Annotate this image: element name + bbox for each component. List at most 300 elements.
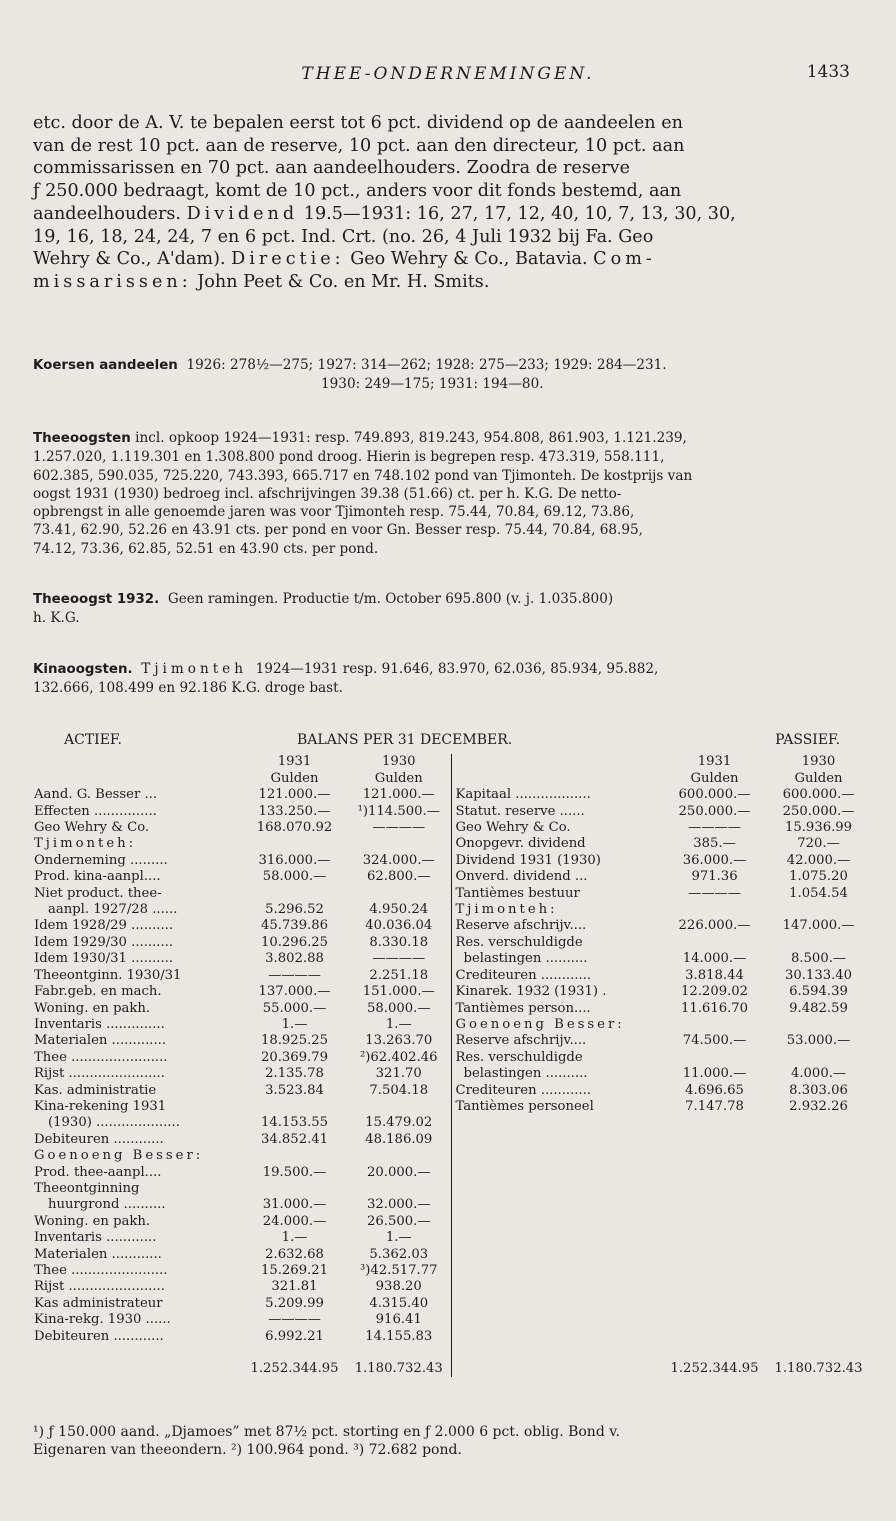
asset-label: Fabr.geb. en mach. [34,984,162,1000]
text-line: van de rest 10 pct. aan de reserve, 10 pct. aan den directeur, 10 pct. aan [33,135,685,156]
text-line: 132.666, 108.499 en 92.186 K.G. droge bast. [33,680,343,697]
table-row [34,1083,870,1099]
amount-cell: 18.925.25 [260,1033,329,1049]
asset-label: Inventaris .............. [34,1016,165,1032]
amount-cell: 2.632.68 [265,1246,324,1262]
spaced-term: Com- [593,249,656,270]
total-cell: 1.252.344.95 [670,1361,759,1377]
table-row [34,902,870,918]
amount-cell: 7.147.78 [685,1098,744,1114]
spaced-term: Tjimonteh [141,661,247,677]
balance-caption-row [34,732,870,754]
koersen-section [33,356,869,394]
asset-label: Debiteuren ............ [34,1131,164,1147]
text-line [33,660,869,679]
oogst-1932-section [33,590,869,628]
amount-cell: 15.936.99 [784,820,853,836]
amount-cell [662,1115,767,1131]
amount-cell [662,1181,767,1197]
amount-cell: ———— [372,820,426,836]
text-fragment: aandeelhouders. [33,203,181,224]
table-row [34,1312,870,1328]
amount-cell: 600.000.— [782,787,855,803]
text-fragment: 1926: 278½—275; 1927: 314—262; 1928: 275—233; 1929: 284—231. [186,357,667,373]
amount-cell: ———— [688,820,741,836]
text-fragment: John Peet & Co. en Mr. H. Smits. [197,271,490,292]
caption-actief: ACTIEF. [64,732,122,748]
amount-cell: 5.362.03 [369,1246,429,1262]
amount-cell [242,1181,347,1197]
table-row [34,1165,870,1181]
asset-label: Kina-rekening 1931 [34,1098,167,1114]
amount-cell: 316.000.— [258,852,331,868]
text-line [33,271,867,294]
text-line: ƒ 250.000 bedraagt, komt de 10 pct., anders voor dit fonds bestemd, aan [33,181,682,202]
table-row [34,1099,870,1115]
text-line: etc. door de A. V. te bepalen eerst tot 6 pct. dividend op de aandeelen en [33,113,683,133]
asset-label: Goenoeng Besser: [34,1148,204,1164]
text-line: commissarissen en 70 pct. aan aandeelhouders. Zoodra de reserve [33,158,631,179]
amount-cell: 4.696.65 [685,1082,744,1098]
liability-label: Kinarek. 1932 (1931) . [451,984,662,1000]
asset-label: Theeontginn. 1930/31 [34,967,182,983]
amount-cell: ———— [688,885,741,901]
amount-cell [662,1263,767,1279]
amount-cell [662,1165,767,1181]
amount-cell [347,1148,451,1164]
liability-label [451,1230,662,1246]
unit-header-row [34,771,870,787]
amount-cell: 40.036.04 [365,918,433,934]
amount-cell [662,1247,767,1263]
text-line: 19, 16, 18, 24, 24, 7 en 6 pct. Ind. Crt. (no. 26, 4 Juli 1932 bij Fa. Geo [33,226,654,247]
amount-cell: 34.852.41 [260,1131,329,1147]
page-header [0,58,896,88]
liability-label [451,1247,662,1263]
asset-label: huurgrond .......... [48,1197,166,1213]
amount-cell: 1.075.20 [789,869,848,885]
amount-cell: 15.269.21 [260,1263,329,1278]
year-header: 1931 [697,754,732,770]
footnotes [33,1423,873,1459]
asset-label: Geo Wehry & Co. [34,820,150,836]
section-label: Theeoogst 1932. [33,592,160,607]
liability-label: Onopgevr. dividend [451,836,662,852]
amount-cell [767,902,870,918]
liability-label [451,1214,662,1230]
text-fragment: Geen ramingen. Productie t/m. October 695.800 (v. j. 1.035.800) [167,591,614,607]
year-header: 1930 [801,754,836,770]
table-row [34,918,870,934]
liability-label: Tantièmes bestuur [451,886,662,902]
section-label: Theeoogsten [33,431,131,446]
text-line: 73.41, 62.90, 52.26 en 43.91 cts. per pond en voor Gn. Besser resp. 75.44, 70.84, 68.95, [33,522,643,539]
liability-label [451,1165,662,1181]
liability-label: Res. verschuldigde [451,935,662,951]
liability-label [451,1279,662,1295]
amount-cell: 321.81 [271,1279,318,1295]
text-fragment: 19.5—1931: 16, 27, 17, 12, 40, 10, 7, 13, 30, 30, [303,203,736,224]
amount-cell [767,1230,870,1246]
amount-cell: 4.950.24 [369,902,429,918]
amount-cell: 971.36 [691,869,738,885]
amount-cell: 20.369.79 [260,1049,329,1065]
amount-cell: 8.303.06 [789,1082,848,1098]
amount-cell [767,1263,870,1279]
table-row [34,1181,870,1197]
table-row [34,1132,870,1148]
amount-cell: 5.296.52 [265,902,324,918]
caption-balans: BALANS PER 31 DECEMBER. [297,732,513,748]
amount-cell [767,1247,870,1263]
amount-cell [662,1214,767,1230]
year-header: 1930 [381,754,416,770]
text-line [33,356,869,375]
asset-label: Tjimonteh: [34,836,137,852]
amount-cell [767,935,870,951]
running-title: THEE-ONDERNEMINGEN. [301,64,595,84]
liability-label: belastingen .......... [451,951,662,967]
liability-label: Onverd. dividend ... [451,869,662,885]
amount-cell: 321.70 [375,1066,422,1082]
asset-label: Idem 1930/31 .......... [34,951,174,967]
liability-label: Reserve afschrijv.... [451,918,662,934]
amount-cell [662,1230,767,1246]
totals-row [34,1345,870,1377]
amount-cell [347,1099,451,1115]
table-row [34,820,870,836]
amount-cell: 1.054.54 [789,885,848,901]
asset-label: Woning. en pakh. [34,1000,151,1016]
unit-header: Gulden [794,770,843,786]
year-header-row [34,754,870,770]
section-label: Kinaoogsten. [33,662,133,677]
balance-sheet [34,732,870,1377]
amount-cell: 1.— [385,1016,412,1032]
asset-label: Aand. G. Besser ... [34,787,158,803]
asset-label: Kas. administratie [34,1082,157,1098]
kina-section [33,660,869,698]
table-row [34,1329,870,1345]
amount-cell: 6.594.39 [789,984,848,1000]
table-row [34,1050,870,1066]
amount-cell: 168.070.92 [256,820,333,836]
asset-label: Rijst ....................... [34,1066,165,1082]
amount-cell [662,902,767,918]
liability-label [451,1329,662,1345]
asset-label: (1930) .................... [48,1115,180,1131]
asset-label: Idem 1929/30 .......... [34,934,174,950]
amount-cell: 11.616.70 [680,1000,749,1016]
table-row [34,1148,870,1164]
total-cell: 1.252.344.95 [250,1361,339,1377]
amount-cell: 600.000.— [678,787,751,803]
text-line: h. K.G. [33,610,80,627]
amount-cell [767,1214,870,1230]
amount-cell [767,1115,870,1131]
amount-cell [767,1165,870,1181]
liability-label: Res. verschuldigde [451,1050,662,1066]
amount-cell [767,1296,870,1312]
liability-label [451,1115,662,1131]
liability-label: Dividend 1931 (1930) [451,853,662,869]
liability-label: Reserve afschrijv.... [451,1033,662,1049]
liability-label: belastingen .......... [451,1066,662,1082]
amount-cell: 45.739.86 [260,918,329,934]
table-row [34,984,870,1000]
table-row [34,935,870,951]
amount-cell: 151.000.— [362,984,435,1000]
amount-cell: 62.800.— [366,869,431,885]
asset-label: Prod. kina-aanpl.... [34,869,161,885]
text-line: 74.12, 73.36, 62.85, 52.51 en 43.90 cts. per pond. [33,540,379,557]
table-row [34,853,870,869]
amount-cell: ¹)114.500.— [357,803,440,819]
amount-cell: 250.000.— [678,803,751,819]
amount-cell [662,1312,767,1328]
amount-cell: 3.523.84 [265,1082,324,1098]
amount-cell [347,836,451,852]
amount-cell: 147.000.— [782,918,855,934]
table-row [34,804,870,820]
text-line: 1.257.020, 1.119.301 en 1.308.800 pond droog. Hierin is begrepen resp. 473.319, 558.111, [33,449,665,466]
amount-cell: 720.— [797,836,840,852]
amount-cell: 5.209.99 [265,1295,324,1311]
amount-cell: 4.000.— [790,1066,847,1082]
amount-cell [662,1148,767,1164]
text-line: 1930: 249—175; 1931: 194—80. [321,376,544,393]
amount-cell: 13.263.70 [365,1033,433,1049]
amount-cell: 324.000.— [362,852,435,868]
amount-cell [662,935,767,951]
asset-label: Theeontginning [34,1180,140,1196]
amount-cell: 938.20 [375,1279,422,1295]
asset-label: Rijst ....................... [34,1279,165,1295]
amount-cell [767,1017,870,1033]
amount-cell: 8.330.18 [369,934,429,950]
amount-cell: 26.500.— [366,1213,431,1229]
amount-cell [767,1181,870,1197]
text-line [33,248,867,271]
liability-label [451,1181,662,1197]
amount-cell: 9.482.59 [789,1000,848,1016]
amount-cell: 1.— [385,1230,412,1246]
amount-cell: 137.000.— [258,984,331,1000]
liability-label: Tjimonteh: [451,902,662,918]
asset-label: Effecten ............... [34,803,157,819]
text-fragment: 1924—1931 resp. 91.646, 83.970, 62.036, 85.934, 95.882, [255,661,659,677]
liability-label: Crediteuren ............ [451,1083,662,1099]
table-row [34,1263,870,1279]
amount-cell [242,1099,347,1115]
amount-cell [767,1312,870,1328]
amount-cell [767,1132,870,1148]
amount-cell: 226.000.— [678,918,751,934]
amount-cell: 8.500.— [790,951,847,967]
text-line [33,203,867,226]
asset-label: Thee ....................... [34,1263,168,1278]
asset-label: Thee ....................... [34,1049,168,1065]
spaced-term: missarissen: [33,271,192,292]
amount-cell: 11.000.— [682,1066,747,1082]
table-row [34,787,870,803]
table-row [34,836,870,852]
table-row [34,1001,870,1017]
balance-rows [34,787,870,1345]
liability-label [451,1296,662,1312]
table-row [34,1247,870,1263]
table-row [34,1279,870,1295]
table-row [34,1214,870,1230]
amount-cell: 36.000.— [682,852,747,868]
footnote-line: Eigenaren van theeondern. ²) 100.964 pond. ³) 72.682 pond. [33,1442,462,1458]
text-line: opbrengst in alle genoemde jaren was voor Tjimonteh resp. 75.44, 70.84, 69.12, 73.86, [33,504,635,521]
table-row [34,1033,870,1049]
amount-cell: ³)42.517.77 [359,1263,438,1278]
year-header: 1931 [277,754,312,770]
amount-cell: 14.153.55 [260,1115,329,1131]
asset-label: Kas administrateur [34,1295,163,1311]
amount-cell [662,1296,767,1312]
amount-cell: 3.802.88 [265,951,324,967]
amount-cell [242,1148,347,1164]
amount-cell: 30.133.40 [784,967,853,983]
amount-cell: ———— [268,967,321,983]
amount-cell: 10.296.25 [260,934,329,950]
amount-cell: 74.500.— [682,1033,747,1049]
table-row [34,951,870,967]
unit-header: Gulden [374,770,423,786]
amount-cell: 7.504.18 [369,1082,429,1098]
asset-label: aanpl. 1927/28 ...... [48,902,178,918]
asset-label: Prod. thee-aanpl.... [34,1164,162,1180]
section-label: Koersen aandeelen [33,358,178,373]
table-row [34,1115,870,1131]
amount-cell: 32.000.— [366,1197,431,1213]
asset-label: Debiteuren ............ [34,1328,164,1344]
amount-cell: 2.932.26 [789,1098,848,1114]
amount-cell [662,1197,767,1213]
unit-header: Gulden [270,770,319,786]
amount-cell: 12.209.02 [680,984,749,1000]
amount-cell: 31.000.— [262,1197,327,1213]
amount-cell [242,836,347,852]
amount-cell [662,1017,767,1033]
amount-cell: 385.— [693,836,736,852]
amount-cell [767,1197,870,1213]
amount-cell: 58.000.— [262,869,327,885]
footnote-line: ¹) ƒ 150.000 aand. „Djamoes” met 87½ pct. storting en ƒ 2.000 6 pct. oblig. Bond v. [33,1424,620,1440]
amount-cell: ²)62.402.46 [359,1049,438,1065]
amount-cell: 1.— [281,1230,308,1246]
amount-cell [242,886,347,902]
amount-cell [347,1181,451,1197]
liability-label: Tantièmes person.... [451,1001,662,1017]
liability-label: Tantièmes personeel [451,1099,662,1115]
text-line: 602.385, 590.035, 725.220, 743.393, 665.717 en 748.102 pond van Tjimonteh. De kostprijs van [33,467,693,484]
total-cell: 1.180.732.43 [354,1361,443,1377]
theeoogsten-section [33,429,869,558]
asset-label: Onderneming ......... [34,852,168,868]
amount-cell: 4.315.40 [369,1295,429,1311]
liability-label: Crediteuren ............ [451,968,662,984]
spaced-term: Dividend [186,203,299,224]
spaced-term: Directie: [231,249,345,270]
amount-cell: 14.000.— [682,951,747,967]
table-row [34,1017,870,1033]
text-fragment: Geo Wehry & Co., Batavia. [350,249,588,270]
amount-cell: 20.000.— [366,1164,431,1180]
amount-cell: 58.000.— [366,1000,431,1016]
liability-label: Statut. reserve ...... [451,804,662,820]
liability-label [451,1197,662,1213]
page-number: 1433 [806,62,850,82]
amount-cell [662,1132,767,1148]
amount-cell: 121.000.— [258,787,331,803]
amount-cell: 133.250.— [258,803,331,819]
intro-paragraph [33,112,867,294]
amount-cell: 24.000.— [262,1213,327,1229]
unit-header: Gulden [690,770,739,786]
amount-cell: 14.155.83 [365,1328,433,1344]
asset-label: Materialen ............. [34,1033,167,1049]
amount-cell: 2.251.18 [369,967,429,983]
amount-cell: 916.41 [375,1312,422,1328]
asset-label: Inventaris ............ [34,1230,157,1246]
table-row [34,1197,870,1213]
amount-cell: 15.479.02 [365,1115,433,1131]
table-row [34,1296,870,1312]
total-cell: 1.180.732.43 [774,1361,863,1377]
amount-cell [662,1279,767,1295]
amount-cell: 2.135.78 [265,1066,324,1082]
table-row [34,968,870,984]
caption-passief: PASSIEF. [775,732,841,748]
amount-cell: 6.992.21 [265,1328,324,1344]
amount-cell: 48.186.09 [365,1131,433,1147]
table-row [34,886,870,902]
liability-label: Kapitaal .................. [451,787,662,803]
text-line: oogst 1931 (1930) bedroeg incl. afschrijvingen 39.38 (51.66) ct. per h. K.G. De netto- [33,485,622,502]
text-fragment: incl. opkoop 1924—1931: resp. 749.893, 819.243, 954.808, 861.903, 1.121.239, [135,430,687,446]
liability-label [451,1263,662,1279]
amount-cell: 55.000.— [262,1000,327,1016]
amount-cell: ———— [372,951,426,967]
text-line [33,429,869,448]
table-row [34,1230,870,1246]
table-row [34,1066,870,1082]
liability-label: Geo Wehry & Co. [451,820,662,836]
liability-label [451,1148,662,1164]
amount-cell [767,1050,870,1066]
amount-cell: 250.000.— [782,803,855,819]
asset-label: Idem 1928/29 .......... [34,918,174,934]
liability-label [451,1132,662,1148]
amount-cell: 53.000.— [786,1033,851,1049]
amount-cell: 121.000.— [362,787,435,803]
asset-label: Niet product. thee- [34,885,162,901]
amount-cell: 42.000.— [786,852,851,868]
amount-cell: ———— [268,1312,321,1328]
amount-cell [662,1329,767,1345]
table-row [34,869,870,885]
amount-cell [767,1279,870,1295]
amount-cell [347,886,451,902]
text-line [33,590,869,609]
text-fragment: Wehry & Co., A'dam). [33,249,226,270]
liability-label: Goenoeng Besser: [451,1017,662,1033]
liability-label [451,1312,662,1328]
